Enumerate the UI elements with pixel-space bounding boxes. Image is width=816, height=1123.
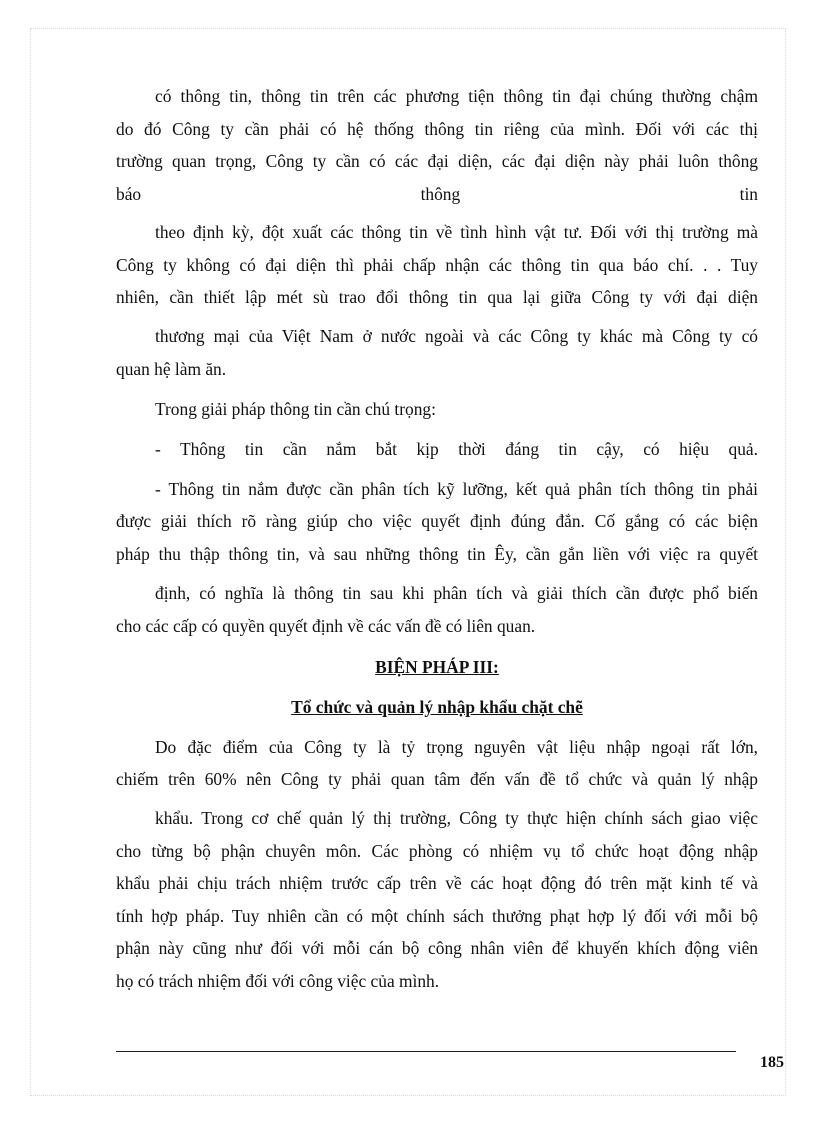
text-line: trường quan trọng, Công ty cần có các đại diện, các đại diện này phải luôn thông [116,151,758,171]
text-line: được giải thích rõ ràng giúp cho việc quyết định đúng đắn. Cố gắng có các biện [116,511,758,531]
text-line: chiếm trên 60% nên Công ty phải quan tâm đến vấn đề tổ chức và quản lý nhập [116,769,758,789]
text-line: nhiên, cần thiết lập mét sù trao đổi thông tin qua lại giữa Công ty với đại diện [116,287,758,307]
section-subheading: Tổ chức và quản lý nhập khẩu chặt chẽ [291,697,583,717]
text-line: Do đặc điểm của Công ty là tỷ trọng nguyên vật liệu nhập ngoại rất lớn, [155,737,758,757]
text-line: họ có trách nhiệm đối với công việc của mình. [116,971,440,991]
text-line: Công ty không có đại diện thì phải chấp nhận các thông tin qua báo chí. . . Tuy [116,255,758,275]
text-line: quan hệ làm ăn. [116,359,227,379]
text-line: thương mại của Việt Nam ở nước ngoài và các Công ty khác mà Công ty có [155,326,758,346]
text-line: phận này cũng như đối với mỗi cán bộ công nhân viên để khuyến khích động viên [116,938,758,958]
bullet-line: - Thông tin cần nắm bắt kịp thời đáng tin cậy, có hiệu quả. [155,439,758,459]
text-line: pháp thu thập thông tin, và sau những thông tin Êy, cần gắn liền với việc ra quyết [116,544,758,564]
text-line: cho từng bộ phận chuyên môn. Các phòng có nhiệm vụ tổ chức hoạt động nhập [116,841,758,861]
text-line: có thông tin, thông tin trên các phương tiện thông tin đại chúng thường chậm [155,86,758,106]
text-line: khẩu. Trong cơ chế quản lý thị trường, Công ty thực hiện chính sách giao việc [155,808,758,828]
text-line: báo thông tin [116,184,758,204]
text-line: tính hợp pháp. Tuy nhiên cần có một chính sách thưởng phạt hợp lý đối với mỗi bộ [116,906,758,926]
page-number: 185 [760,1054,784,1071]
bullet-line: - Thông tin nắm được cần phân tích kỹ lưỡng, kết quả phân tích thông tin phải [155,479,758,499]
text-line: Trong giải pháp thông tin cần chú trọng: [155,399,436,419]
text-line: định, có nghĩa là thông tin sau khi phân tích và giải thích cần được phổ biến [155,583,758,603]
text-line: do đó Công ty cần phải có hệ thống thông tin riêng của mình. Đối với các thị [116,119,758,139]
text-line: khẩu phải chịu trách nhiệm trước cấp trên về các hoạt động đó trên mặt kinh tế và [116,873,758,893]
text-line: cho các cấp có quyền quyết định về các vấn đề có liên quan. [116,616,536,636]
footer-rule [116,1051,736,1052]
section-heading: BIỆN PHÁP III: [375,657,499,677]
text-line: theo định kỳ, đột xuất các thông tin về tình hình vật tư. Đối với thị trường mà [155,222,758,242]
